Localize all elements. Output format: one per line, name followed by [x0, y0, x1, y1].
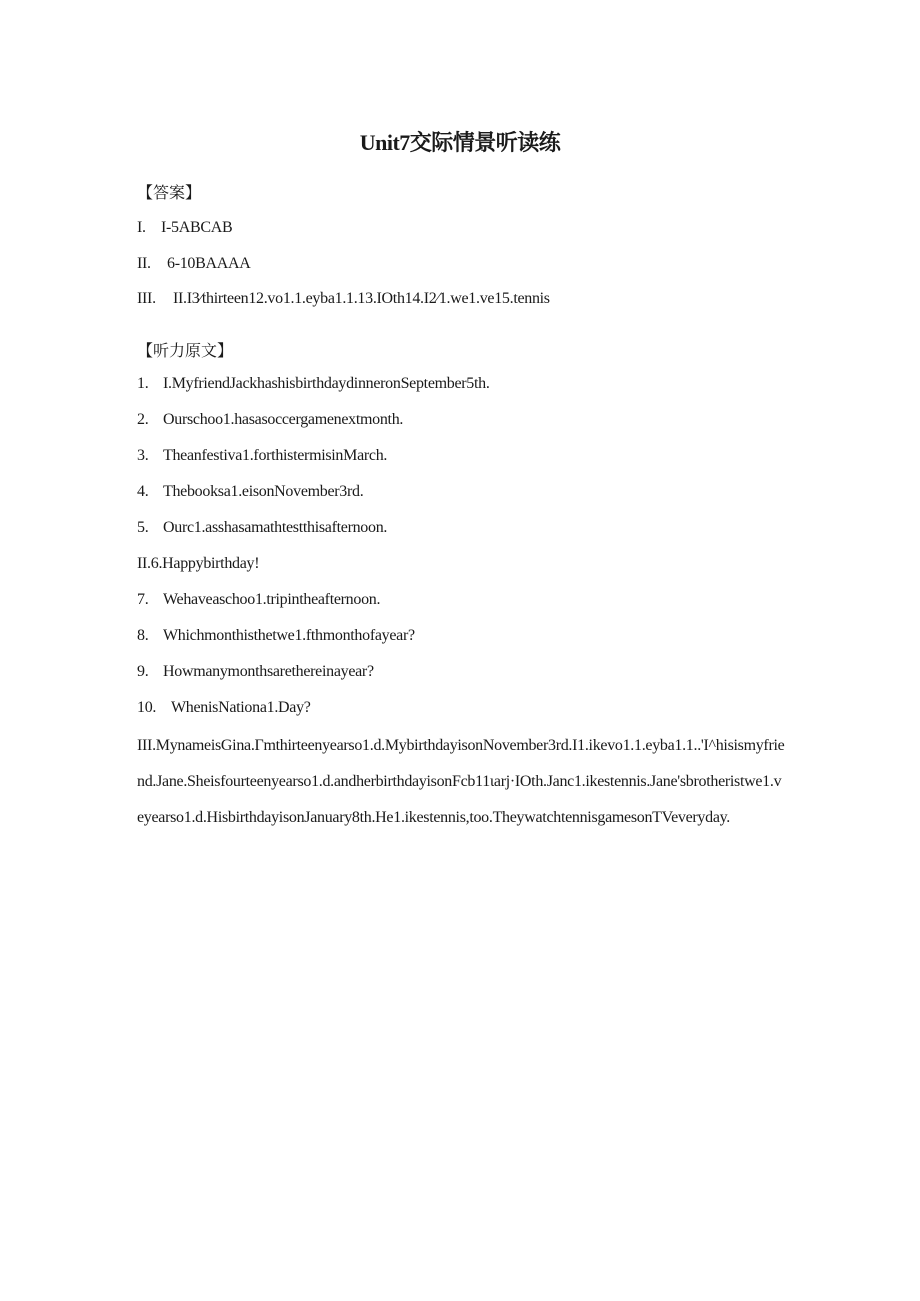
transcript-paragraph: III.MynameisGina.Γmthirteenyearso1.d.MybirthdayisonNovember3rd.I1.ikevo1.1.eyba1.1..'I^hisismyfriend.Jane.Sheisfourteenyearso1.d.andherbirthdayisonFcb11ιarj·IOth.Janc1.ikestennis.Jane'sbrotheristwe1.veyearso1.d.HisbirthdayisonJanuary8th.He1.ikestennis,too.TheywatchtennisgamesonTVeveryday. — [137, 737, 785, 826]
transcript-line-2 — [137, 411, 403, 429]
answer-heading: 【答案】 — [137, 183, 202, 202]
transcript-line-5 — [137, 519, 387, 537]
question-number: 2. — [137, 411, 149, 428]
transcript-line-4 — [137, 483, 363, 501]
answer-text: 6-10BAAAA — [167, 255, 251, 272]
question-text: Thebooksa1.eisonNovember3rd. — [163, 483, 364, 500]
question-number: 9. — [137, 663, 149, 680]
question-number: 7. — [137, 591, 149, 608]
question-text: Ourc1.asshasamathtestthisafternoon. — [163, 519, 388, 536]
question-text: I.MyfriendJackhashisbirthdaydinneronSeptember5th. — [163, 375, 490, 392]
question-text: II.6.Happybirthday! — [137, 555, 260, 572]
question-number: 10. — [137, 699, 157, 716]
question-number: 5. — [137, 519, 149, 536]
question-number: 1. — [137, 375, 149, 392]
question-text: Ourschoo1.hasasoccergamenextmonth. — [163, 411, 404, 428]
answer-line-1 — [137, 219, 232, 237]
transcript-line-6 — [137, 555, 259, 573]
transcript-line-10 — [137, 699, 311, 717]
question-text: Wehaveaschoo1.tripintheafternoon. — [163, 591, 381, 608]
transcript-line-3 — [137, 447, 387, 465]
answer-line-2 — [137, 255, 251, 273]
question-number: 3. — [137, 447, 149, 464]
question-number: 8. — [137, 627, 149, 644]
answer-number: II. — [137, 255, 151, 272]
transcript-heading: 【听力原文】 — [137, 341, 234, 360]
answer-line-3 — [137, 290, 550, 308]
question-text: Howmanymonthsarethereinayear? — [163, 663, 374, 680]
answer-number: III. — [137, 290, 156, 307]
answer-number: I. — [137, 219, 146, 236]
transcript-line-1 — [137, 375, 490, 393]
transcript-line-7 — [137, 591, 380, 609]
question-text: WhenisNationa1.Day? — [171, 699, 311, 716]
answer-text: I-5ABCAB — [161, 219, 233, 236]
question-number: 4. — [137, 483, 149, 500]
question-text: Whichmonthisthetwe1.fthmonthofayear? — [163, 627, 415, 644]
transcript-line-8 — [137, 627, 415, 645]
page-title: Unit7交际情景听读练 — [359, 130, 561, 155]
transcript-line-9 — [137, 663, 374, 681]
answer-text: II.I3∕thirteen12.vo1.1.eyba1.1.13.IOth14.I2∕1.we1.ve15.tennis — [173, 290, 550, 307]
question-text: Theanfestiva1.forthistermisinMarch. — [163, 447, 388, 464]
